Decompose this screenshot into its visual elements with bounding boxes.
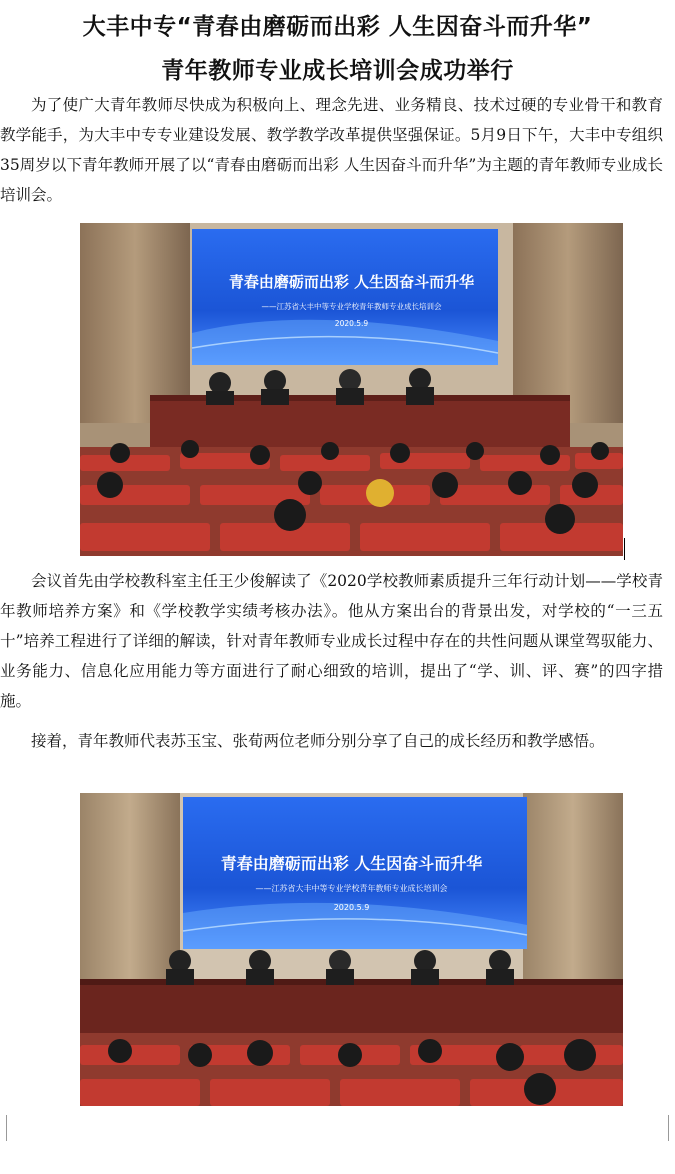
screen-title-2: 青春由磨砺而出彩 人生因奋斗而升华 bbox=[220, 854, 483, 873]
stage-table-2 bbox=[80, 983, 623, 1033]
screen-subtitle-2: ——江苏省大丰中等专业学校青年教师专业成长培训会 bbox=[255, 884, 448, 893]
meeting-photo-2-illustration bbox=[80, 793, 623, 1106]
screen-title-1: 青春由磨砺而出彩 人生因奋斗而升华 bbox=[228, 273, 475, 291]
page-corner-right bbox=[660, 1115, 669, 1141]
paragraph-teachers: 接着，青年教师代表苏玉宝、张荀两位老师分别分享了自己的成长经历和教学感悟。 bbox=[31, 732, 605, 750]
text-cursor bbox=[624, 538, 625, 560]
screen-date-1: 2020.5.9 bbox=[334, 319, 369, 328]
stage-table bbox=[150, 399, 570, 447]
screen-subtitle-1: ——江苏省大丰中等专业学校青年教师专业成长培训会 bbox=[261, 302, 442, 311]
screen-date-2: 2020.5.9 bbox=[333, 903, 370, 912]
article-title-line1: 大丰中专“青春由磨砺而出彩 人生因奋斗而升华” bbox=[82, 14, 593, 40]
page-corner-left bbox=[6, 1115, 15, 1141]
meeting-photo-1 bbox=[80, 223, 623, 556]
meeting-photo-2 bbox=[80, 793, 623, 1106]
paragraph-intro: 为了使广大青年教师尽快成为积极向上、理念先进、业务精良、技术过硬的专业骨干和教育教学能手，为大丰中专专业建设发展、教学教学改革提供坚强保证。5月9日下午，大丰中专组织35周岁以下青年教师开展了以“青春由磨砺而出彩 人生因奋斗而升华”为主题的青年教师专业成长培训会。 bbox=[0, 96, 663, 204]
paragraph-meeting: 会议首先由学校教科室主任王少俊解读了《2020学校教师素质提升三年行动计划——学校青年教师培养方案》和《学校教学实绩考核办法》。他从方案出台的背景出发，对学校的“一三五十”培养工程进行了详细的解读，针对青年教师专业成长过程中存在的共性问题从课堂驾驭能力、业务能力、信息化应用能力等方面进行了耐心细致的培训，提出了“学、训、评、赛”的四字措施。 bbox=[0, 572, 663, 710]
article-title-line2: 青年教师专业成长培训会成功举行 bbox=[161, 58, 514, 84]
